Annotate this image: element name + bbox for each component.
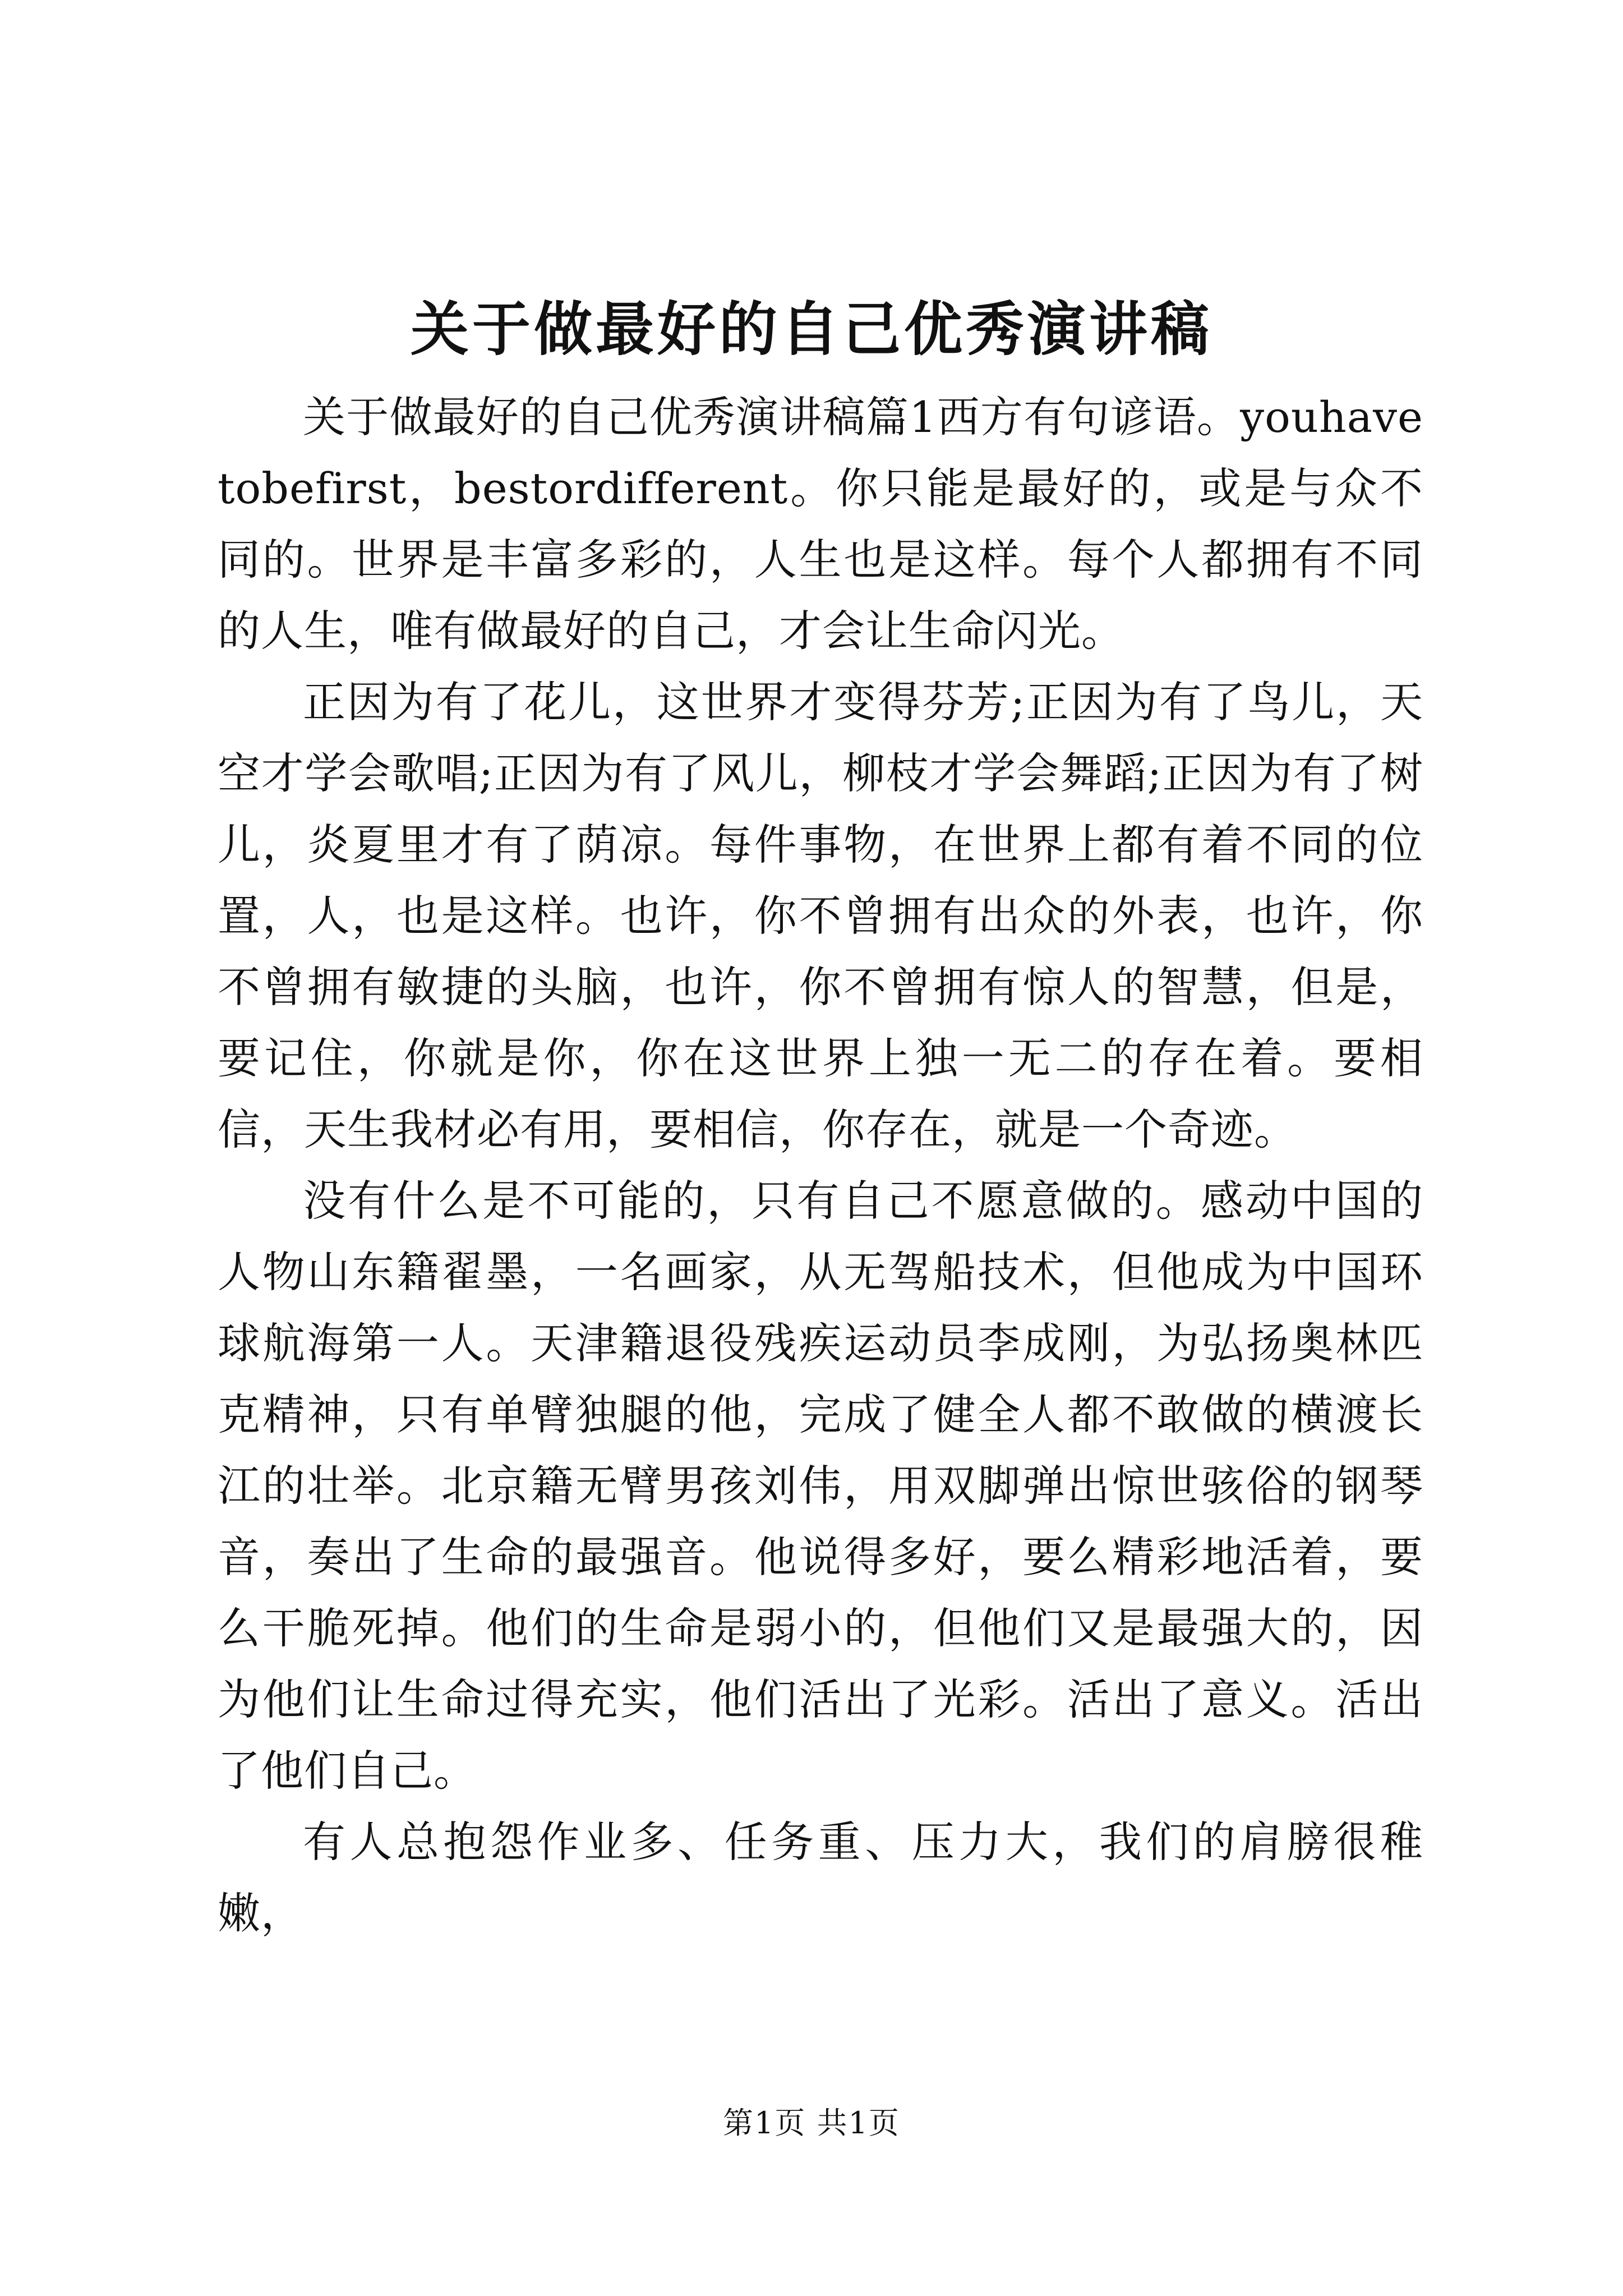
paragraph-1: 关于做最好的自己优秀演讲稿篇1西方有句谚语。youhavetobefirst，bestordifferent。你只能是最好的，或是与众不同的。世界是丰富多彩的，人生也是这样。每个人都拥有不同的人生，唯有做最好的自己，才会让生命闪光。 — [218, 392, 1423, 656]
paragraph-3: 没有什么是不可能的，只有自己不愿意做的。感动中国的人物山东籍翟墨，一名画家，从无驾船技术，但他成为中国环球航海第一人。天津籍退役残疾运动员李成刚，为弘扬奥林匹克精神，只有单臂独腿的他，完成了健全人都不敢做的横渡长江的壮举。北京籍无臂男孩刘伟，用双脚弹出惊世骇俗的钢琴音，奏出了生命的最强音。他说得多好，要么精彩地活着，要么干脆死掉。他们的生命是弱小的，但他们又是最强大的，因为他们让生命过得充实，他们活出了光彩。活出了意义。活出了他们自己。 — [218, 1176, 1423, 1796]
document-body — [218, 381, 1423, 1949]
document-title: 关于做最好的自己优秀演讲稿 — [410, 295, 1212, 364]
paragraph-4: 有人总抱怨作业多、任务重、压力大，我们的肩膀很稚嫩， — [218, 1817, 1423, 1938]
page-footer: 第1页 共1页 — [723, 2105, 900, 2141]
paragraph-2: 正因为有了花儿，这世界才变得芬芳;正因为有了鸟儿，天空才学会歌唱;正因为有了风儿，柳枝才学会舞蹈;正因为有了树儿，炎夏里才有了荫凉。每件事物，在世界上都有着不同的位置，人，也是这样。也许，你不曾拥有出众的外表，也许，你不曾拥有敏捷的头脑，也许，你不曾拥有惊人的智慧，但是，要记住，你就是你，你在这世界上独一无二的存在着。要相信，天生我材必有用，要相信，你存在，就是一个奇迹。 — [218, 677, 1423, 1154]
